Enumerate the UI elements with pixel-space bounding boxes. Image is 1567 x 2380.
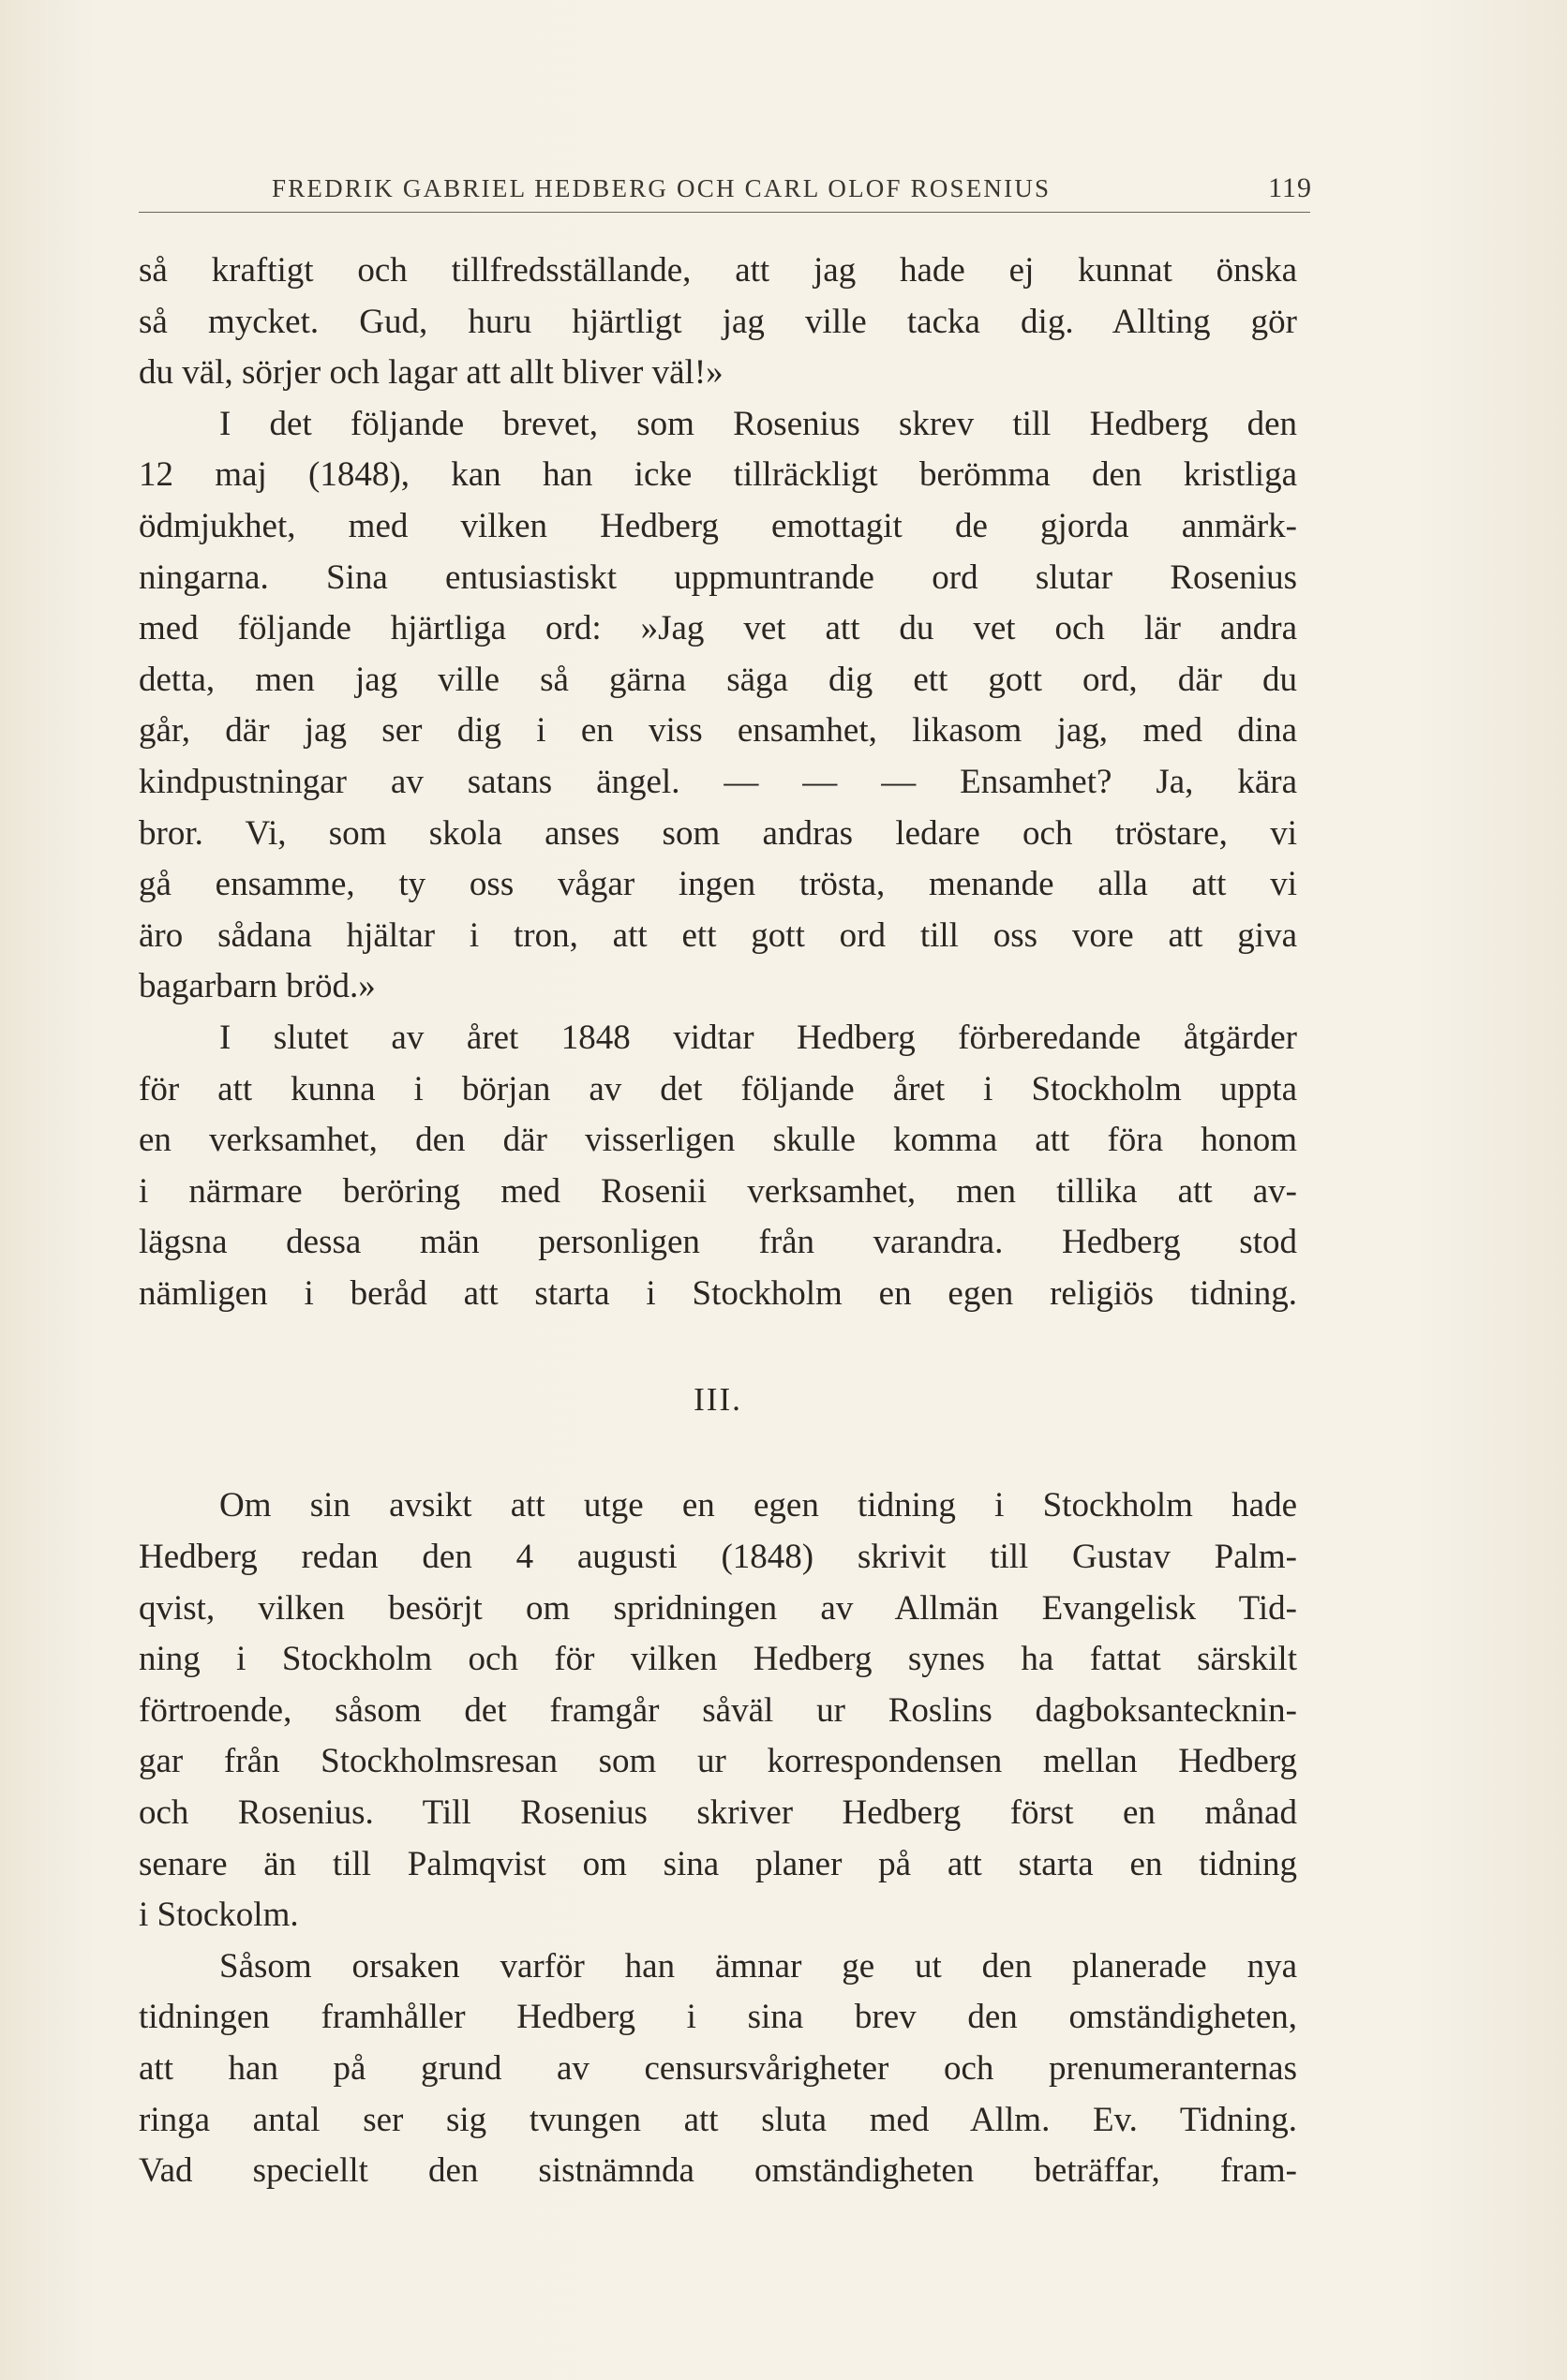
section-heading: III.	[694, 1381, 742, 1419]
text-line: en verksamhet, den där visserligen skulle komma att föra honom	[139, 1121, 1297, 1160]
page-number: 119	[1268, 172, 1312, 203]
text-line: Vad speciellt den sistnämnda omständigheten beträffar, fram-	[139, 2151, 1297, 2191]
text-line: kindpustningar av satans ängel. — — — Ensamhet? Ja, kära	[139, 762, 1297, 801]
header-rule	[139, 212, 1310, 213]
text-line: ningarna. Sina entusiastiskt uppmuntrande ord slutar Rosenius	[139, 558, 1297, 597]
text-line: ödmjukhet, med vilken Hedberg emottagit de gjorda anmärk-	[139, 506, 1297, 545]
text-line: ringa antal ser sig tvungen att sluta med Allm. Ev. Tidning.	[139, 2100, 1297, 2139]
text-line: lägsna dessa män personligen från varandra. Hedberg stod	[139, 1223, 1297, 1262]
text-line: I slutet av året 1848 vidtar Hedberg förberedande åtgärder	[219, 1018, 1297, 1057]
text-line: så mycket. Gud, huru hjärtligt jag ville tacka dig. Allting gör	[139, 302, 1297, 341]
paragraph-5	[139, 1941, 1297, 2197]
text-line: gar från Stockholmsresan som ur korrespondensen mellan Hedberg	[139, 1742, 1297, 1781]
text-line: senare än till Palmqvist om sina planer på att starta en tidning	[139, 1844, 1297, 1883]
text-line: med följande hjärtliga ord: »Jag vet att du vet och lär andra	[139, 609, 1297, 648]
text-line: du väl, sörjer och lagar att allt bliver väl!»	[139, 353, 724, 393]
text-line: ning i Stockholm och för vilken Hedberg synes ha fattat särskilt	[139, 1640, 1297, 1679]
body-text	[139, 245, 1297, 2197]
text-line: qvist, vilken besörjt om spridningen av Allmän Evangelisk Tid-	[139, 1588, 1297, 1628]
text-line: för att kunna i början av det följande året i Stockholm uppta	[139, 1069, 1297, 1108]
text-line: så kraftigt och tillfredsställande, att jag hade ej kunnat önska	[139, 251, 1297, 290]
text-line: nämligen i beråd att starta i Stockholm en egen religiös tidning.	[139, 1273, 1297, 1313]
text-line: 12 maj (1848), kan han icke tillräckligt berömma den kristliga	[139, 455, 1297, 495]
text-line: Om sin avsikt att utge en egen tidning i Stockholm hade	[219, 1486, 1297, 1525]
text-line: bror. Vi, som skola anses som andras ledare och tröstare, vi	[139, 813, 1297, 853]
running-head	[272, 167, 1312, 208]
text-line: förtroende, såsom det framgår såväl ur Roslins dagboksantecknin-	[139, 1690, 1297, 1730]
text-line: och Rosenius. Till Rosenius skriver Hedberg först en månad	[139, 1793, 1297, 1833]
text-line: att han på grund av censursvårigheter och prenumeranternas	[139, 2049, 1297, 2088]
text-line: äro sådana hjältar i tron, att ett gott ord till oss vore att giva	[139, 915, 1297, 955]
paragraph-2	[139, 399, 1297, 1013]
text-line: Såsom orsaken varför han ämnar ge ut den planerade nya	[219, 1946, 1297, 1986]
running-title: FREDRIK GABRIEL HEDBERG OCH CARL OLOF ROSENIUS	[272, 174, 1052, 202]
text-line: går, där jag ser dig i en viss ensamhet, likasom jag, med dina	[139, 711, 1297, 751]
paragraph-3	[139, 1013, 1297, 1320]
text-line: I det följande brevet, som Rosenius skrev till Hedberg den	[219, 404, 1297, 443]
text-line: bagarbarn bröd.»	[139, 967, 376, 1006]
text-line: gå ensamme, ty oss vågar ingen trösta, menande alla att vi	[139, 865, 1297, 904]
paragraph-1	[139, 245, 1297, 399]
text-line: i Stockolm.	[139, 1896, 299, 1935]
text-line: tidningen framhåller Hedberg i sina brev den omständigheten,	[139, 1998, 1297, 2037]
text-line: detta, men jag ville så gärna säga dig ett gott ord, där du	[139, 660, 1297, 699]
text-line: i närmare beröring med Rosenii verksamhet, men tillika att av-	[139, 1171, 1297, 1211]
paragraph-4	[139, 1480, 1297, 1941]
text-line: Hedberg redan den 4 augusti (1848) skrivit till Gustav Palm-	[139, 1538, 1297, 1577]
